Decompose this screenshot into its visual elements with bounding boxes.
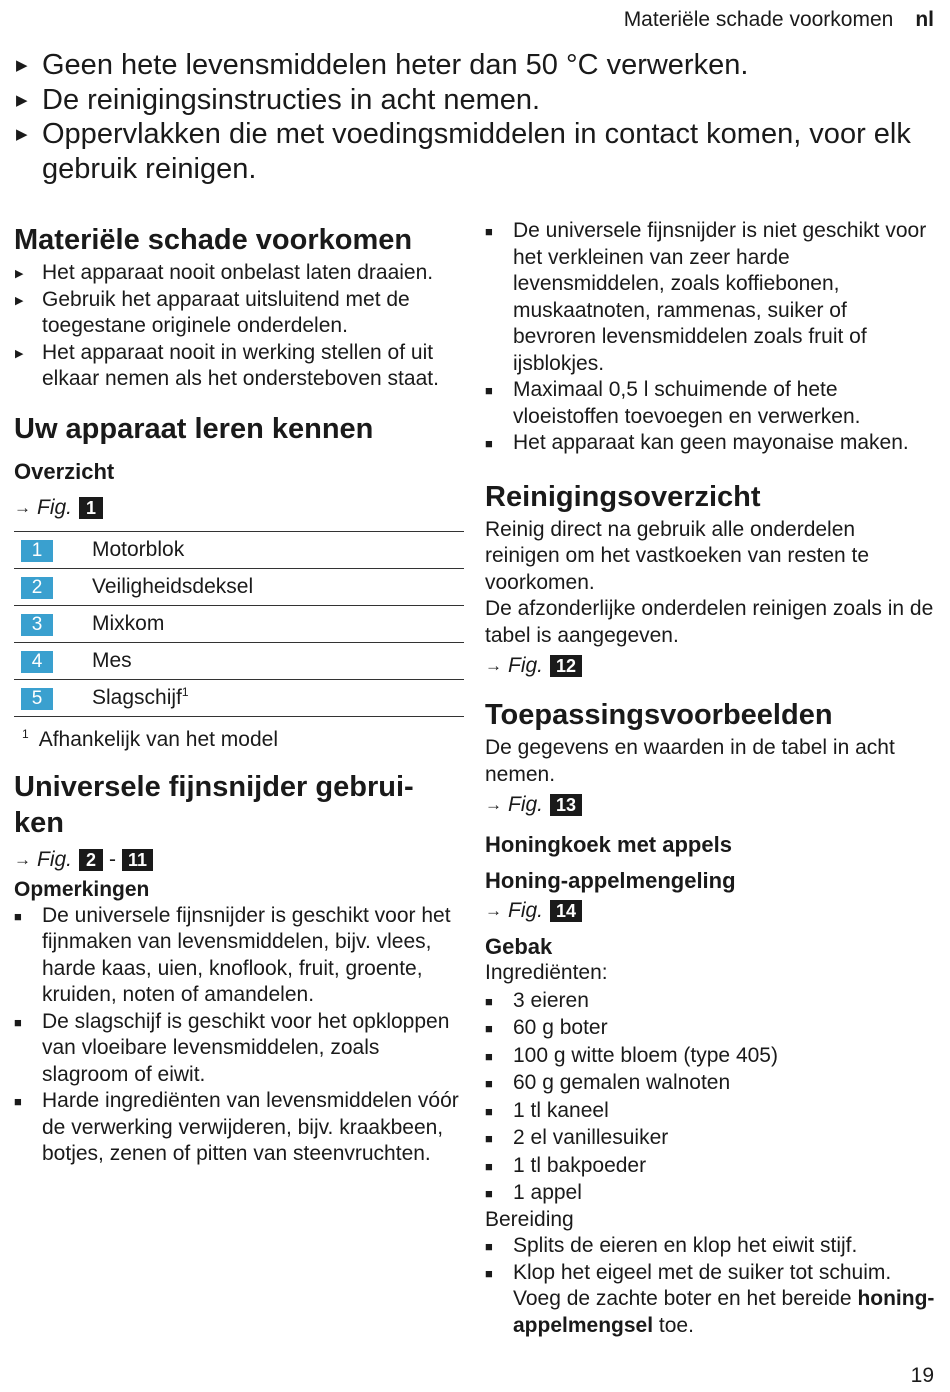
damage-item: ▶ Het apparaat nooit in werking stellen of uit elkaar nemen als het ondersteboven staat. [14,340,464,393]
universal-heading: Universele fijnsnijder gebrui- ken [14,770,414,839]
table-row [14,605,464,642]
preparation-label: Bereiding [485,1207,574,1231]
arrow-right-icon: → [14,849,31,869]
part-name: Mes [92,642,464,679]
fig-number: 13 [550,794,582,816]
recipe-heading: Honingkoek met appels [485,832,732,857]
arrow-right-icon: → [14,497,31,517]
damage-item: ▶ Het apparaat nooit onbelast laten draaien. [14,260,464,287]
parts-table [14,531,464,717]
top-bullet: ▶ De reinigingsinstructies in acht nemen. [14,83,939,118]
table-row [14,531,464,568]
note-item: ■ Het apparaat kan geen mayonaise maken. [485,430,935,457]
arrow-right-icon: → [485,795,502,814]
ingredient-item: ■ 3 eieren [485,987,935,1015]
part-number: 4 [21,651,53,673]
part-number: 1 [21,540,53,562]
examples-text: De gegevens en waarden in de tabel in acht nemen. [485,736,895,786]
fig-number: 1 [79,497,103,519]
damage-heading: Materiële schade voorkomen [14,224,413,256]
note-item: ■ Maximaal 0,5 l schuimende of hete vloeistoffen toevoegen en verwerken. [485,377,935,430]
part-name: Mixkom [92,605,464,642]
note-item: ■ De universele fijnsnijder is geschikt voor het fijnmaken van levensmiddelen, bijv. vlees, harde kaas, uien, knoflook, fruit, groente, kruiden, noten of amandelen. [14,903,464,1009]
ingredient-item: ■ 100 g witte bloem (type 405) [485,1042,935,1070]
ingredient-item: ■ 1 tl kaneel [485,1097,935,1125]
part-name: Slagschijf$^1$ [92,679,464,716]
notes-heading: Opmerkingen [14,877,150,901]
examples-heading: Toepassingsvoorbeelden [485,699,833,731]
table-row [14,679,464,716]
ingredient-item: ■ 1 appel [485,1179,935,1207]
fig-range-reference: → Fig. 2 - 11 [14,847,464,873]
table-footnote: $^1$ Afhankelijk van het model [22,726,278,751]
top-bullet: ▶ Geen hete levensmiddelen heter dan 50 °C verwerken. [14,48,939,83]
part-name: Motorblok [92,531,464,568]
arrow-right-icon: → [485,901,502,920]
fig-reference: → Fig. 12 [485,653,935,679]
part-name: Veiligheidsdeksel [92,568,464,605]
overview-subheading: Overzicht [14,458,115,484]
step-item: ■ Splits de eieren en klop het eiwit stijf. [485,1233,935,1260]
fig-reference: → Fig. 1 [14,495,464,521]
part-number: 3 [21,614,53,636]
fig-number: 11 [122,849,153,871]
fig-reference: → Fig. 14 [485,898,935,924]
note-item: ■ De slagschijf is geschikt voor het opkloppen van vloeibare levensmiddelen, zoals slagroom of eiwit. [14,1009,464,1089]
step-item: ■ Klop het eigeel met de suiker tot schuim. Voeg de zachte boter en het bereide honing-appelmengsel toe. [485,1260,935,1340]
fig-number: 12 [550,655,582,677]
right-column [485,218,935,1339]
ingredient-item: ■ 2 el vanillesuiker [485,1124,935,1152]
ingredient-item: ■ 1 tl bakpoeder [485,1152,935,1180]
fig-number: 14 [550,900,582,922]
top-bullet-list [14,48,939,186]
running-header [624,8,934,32]
top-bullet: ▶ Oppervlakken die met voedingsmiddelen in contact komen, voor elk gebruik reinigen. [14,117,939,186]
ingredients-label: Ingrediënten: [485,961,608,984]
ingredient-item: ■ 60 g boter [485,1014,935,1042]
table-row [14,642,464,679]
header-section-title: Materiële schade voorkomen [623,8,894,31]
part-number: 2 [21,577,53,599]
table-row [14,568,464,605]
fig-number: 2 [79,849,103,871]
left-column [14,218,464,1168]
know-heading: Uw apparaat leren kennen [14,412,374,445]
fig-reference: → Fig. 13 [485,792,935,818]
page-number: 19 [910,1364,934,1387]
arrow-right-icon: → [485,656,502,675]
damage-item: ▶ Gebruik het apparaat uitsluitend met de toegestane originele onderdelen. [14,287,464,340]
note-item: ■ Harde ingrediënten van levensmiddelen vóór de verwerking verwijderen, bijv. kraakbeen, botjes, zenen of pitten van steenvruchten. [14,1088,464,1168]
note-item: ■ De universele fijnsnijder is niet geschikt voor het verkleinen van zeer harde levensmiddelen, zoals koffiebonen, muskaatnoten, rammenas, suiker of bevroren levensmiddelen zoals fruit of ijsblokjes. [485,218,935,377]
mix-heading: Honing-appelmengeling [485,868,736,893]
part-number: 5 [21,688,53,710]
cleaning-heading: Reinigingsoverzicht [485,480,761,513]
cleaning-text: De afzonderlijke onderdelen reinigen zoals in de tabel is aangegeven. [485,597,934,647]
cake-heading: Gebak [485,934,553,959]
cleaning-text: Reinig direct na gebruik alle onderdelen reinigen om het vastkoeken van resten te voorkomen. [485,517,870,594]
ingredient-item: ■ 60 g gemalen walnoten [485,1069,935,1097]
header-language: nl [915,8,934,31]
